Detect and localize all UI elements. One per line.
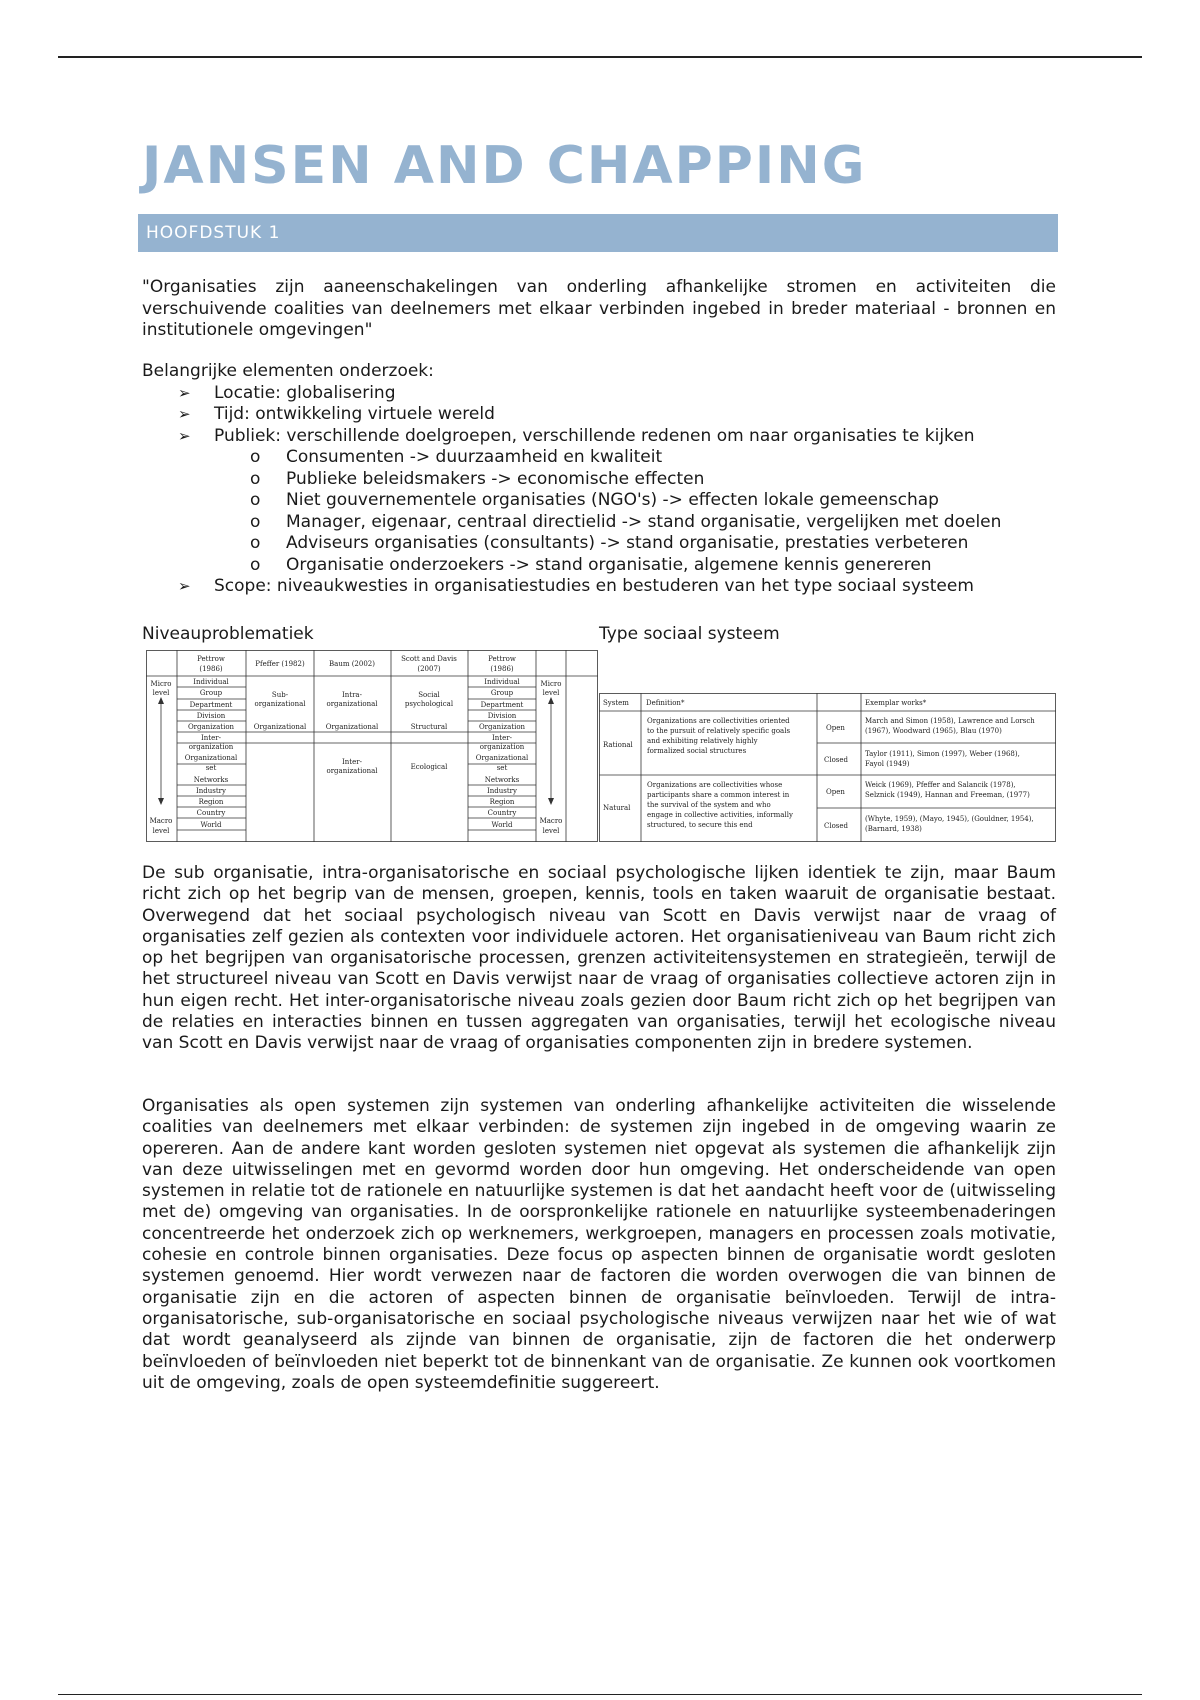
- svg-text:and exhibiting relatively high: and exhibiting relatively highly: [647, 737, 758, 745]
- list-item: o Consumenten -> duurzaamheid en kwaliteit: [250, 447, 1056, 469]
- svg-text:Individual: Individual: [484, 678, 520, 686]
- svg-text:Closed: Closed: [824, 822, 849, 830]
- svg-text:Macro: Macro: [149, 817, 173, 825]
- svg-text:level: level: [152, 689, 170, 697]
- chapter-heading: HOOFDSTUK 1: [146, 223, 281, 243]
- system-figure-caption: Type sociaal systeem: [599, 624, 780, 644]
- svg-text:set: set: [205, 764, 217, 772]
- svg-text:Department: Department: [480, 701, 524, 709]
- elements-section: [142, 361, 1056, 598]
- svg-text:Inter-: Inter-: [492, 734, 512, 742]
- elements-heading: Belangrijke elementen onderzoek:: [142, 361, 434, 381]
- svg-text:Micro: Micro: [150, 680, 172, 688]
- svg-text:organizational: organizational: [326, 700, 378, 708]
- svg-text:Organizational: Organizational: [325, 723, 379, 731]
- svg-text:structured, to secure this end: structured, to secure this end: [647, 821, 753, 829]
- list-item: o Publieke beleidsmakers -> economische effecten: [250, 469, 1056, 491]
- svg-text:Weick (1969), Pfeffer and Sala: Weick (1969), Pfeffer and Salancik (1978),: [865, 781, 1016, 789]
- svg-text:participants share a common in: participants share a common interest in: [647, 791, 790, 799]
- svg-text:Baum (2002): Baum (2002): [329, 660, 375, 668]
- svg-text:Country: Country: [487, 809, 517, 817]
- elements-list: [142, 383, 1056, 598]
- svg-text:organization: organization: [188, 743, 234, 751]
- svg-text:Organization: Organization: [478, 723, 526, 731]
- svg-text:Division: Division: [487, 712, 517, 720]
- svg-text:Taylor (1911), Simon (1997), W: Taylor (1911), Simon (1997), Weber (1968),: [865, 750, 1020, 758]
- svg-text:Macro: Macro: [539, 817, 563, 825]
- svg-text:Scott and Davis: Scott and Davis: [401, 655, 457, 663]
- header-rule: [58, 56, 1142, 58]
- svg-text:Organizations are collectiviti: Organizations are collectivities whose: [647, 781, 783, 789]
- list-item: o Manager, eigenaar, centraal directielid -> stand organisatie, vergelijken met doelen: [250, 512, 1056, 534]
- svg-text:Definition*: Definition*: [646, 699, 685, 707]
- paragraph-open-systems: Organisaties als open systemen zijn systemen van onderling afhankelijke activiteiten die wisselende coalities van deelnemers met elkaar verbinden: de systemen zijn ingebed in de omgeving waarin ze opereren. Aan de andere kant worden gesloten systemen niet opgevat als systemen die afhankelijk zijn van deze uitwisselingen met en gevormd worden door hun omgeving. Het onderscheidende van open systemen in relatie tot de rationele en natuurlijke systemen is dat het aandacht heeft voor de (uitwisseling met de) omgeving van organisaties. In de oorspronkelijke rationele en natuurlijke systeembenaderingen concentreerde het onderzoek zich op werknemers, werkgroepen, managers en processen zoals motivatie, cohesie en controle binnen organisaties. Deze focus op aspecten binnen de organisatie wordt gesloten systemen genoemd. Hier wordt verwezen naar de factoren die worden overwogen die van binnen de organisatie zijn en die actoren of aspecten binnen de organisatie beïnvloeden. Terwijl de intra-organisatorische, sub-organisatorische en sociaal psychologische niveaus verwijzen naar het wie of wat dat wordt geanalyseerd als zijnde van binnen de organisatie, zijn de factoren die het onderwerp beïnvloeden of beïnvloeden niet beperkt tot de binnenkant van de organisatie. Ze kunnen ook voortkomen uit de omgeving, zoals de open systeemdefinitie suggereert.: [142, 1096, 1056, 1393]
- svg-text:organizational: organizational: [254, 700, 306, 708]
- svg-text:Industry: Industry: [196, 787, 226, 795]
- svg-text:Inter-: Inter-: [201, 734, 221, 742]
- svg-text:Open: Open: [826, 724, 845, 732]
- svg-text:level: level: [542, 689, 560, 697]
- list-item: o Organisatie onderzoekers -> stand organisatie, algemene kennis genereren: [250, 555, 1056, 577]
- list-item: o Niet gouvernementele organisaties (NGO's) -> effecten lokale gemeenschap: [250, 490, 1056, 512]
- svg-text:Open: Open: [826, 788, 845, 796]
- paragraph-levels: De sub organisatie, intra-organisatorische en sociaal psychologische lijken identiek te zijn, maar Baum richt zich op het begrip van de mensen, groepen, kennis, tools en taken waaruit de organisatie bestaat. Overwegend dat het sociaal psychologisch niveau van Scott en Davis verwijst naar de vraag of organisaties zelf gezien als contexten voor individuele actoren. Het organisatieniveau van Baum richt zich op het begrijpen van organisatorische processen, grenzen activiteitensystemen en strategieën, terwijl de het structureel niveau van Scott en Davis verwijst naar de vraag of organisaties collectieve actoren zijn in hun eigen recht. Het inter-organisatorische niveau zoals gezien door Baum richt zich op het begrijpen van de relaties en interacties binnen en tussen aggregaten van organisaties, terwijl het ecologische niveau van Scott en Davis verwijst naar de vraag of organisaties componenten zijn in bredere systemen.: [142, 863, 1056, 1054]
- svg-text:set: set: [496, 764, 508, 772]
- svg-text:Organizational: Organizational: [475, 754, 529, 762]
- system-type-table: [599, 693, 1056, 843]
- svg-text:the survival of the system and: the survival of the system and who: [647, 801, 771, 809]
- svg-text:March and Simon (1958), Lawren: March and Simon (1958), Lawrence and Lorsch: [865, 717, 1035, 725]
- svg-text:(Barnard, 1938): (Barnard, 1938): [865, 825, 922, 833]
- svg-text:organizational: organizational: [326, 767, 378, 775]
- svg-text:Structural: Structural: [410, 723, 448, 731]
- svg-text:Closed: Closed: [824, 756, 849, 764]
- svg-text:Pfeffer (1982): Pfeffer (1982): [255, 660, 305, 668]
- svg-text:Country: Country: [196, 809, 226, 817]
- list-item: [178, 426, 1056, 577]
- svg-text:(2007): (2007): [417, 665, 441, 673]
- list-item-label: Publiek: verschillende doelgroepen, verschillende redenen om naar organisaties te kijken: [214, 425, 975, 446]
- levels-figure-caption: Niveauproblematiek: [142, 624, 314, 644]
- svg-text:(1967), Woodward (1965), Blau: (1967), Woodward (1965), Blau (1970): [865, 727, 1002, 735]
- svg-text:psychological: psychological: [404, 700, 454, 708]
- svg-text:Pettrow: Pettrow: [197, 655, 225, 663]
- chapter-heading-bar: [138, 214, 1058, 252]
- list-item: ➢ Locatie: globalisering: [178, 383, 1056, 405]
- svg-text:Natural: Natural: [603, 804, 631, 812]
- svg-text:engage in collective activitie: engage in collective activities, informally: [647, 811, 793, 819]
- svg-text:Networks: Networks: [193, 776, 229, 784]
- svg-text:level: level: [542, 827, 560, 835]
- svg-text:(Whyte, 1959), (Mayo, 1945), (: (Whyte, 1959), (Mayo, 1945), (Gouldner, 1954),: [865, 815, 1034, 823]
- definition-quote: "Organisaties zijn aaneenschakelingen van onderling afhankelijke stromen en activiteiten die verschuivende coalities van deelnemers met elkaar verbinden ingebed in breder materiaal - bronnen en institutionele omgevingen": [142, 277, 1056, 340]
- svg-text:organization: organization: [479, 743, 525, 751]
- svg-text:Organizational: Organizational: [253, 723, 307, 731]
- svg-text:Group: Group: [199, 689, 223, 697]
- svg-text:System: System: [603, 699, 629, 707]
- svg-text:Ecological: Ecological: [410, 763, 448, 771]
- svg-text:Selznick (1949), Hannan and Fr: Selznick (1949), Hannan and Freeman, (1977): [865, 791, 1030, 799]
- svg-text:Fayol (1949): Fayol (1949): [865, 760, 910, 768]
- list-item: ➢ Scope: niveaukwesties in organisatiestudies en bestuderen van het type sociaal systeem: [178, 576, 1056, 598]
- svg-text:Industry: Industry: [487, 787, 517, 795]
- svg-text:Inter-: Inter-: [342, 758, 362, 766]
- svg-text:(1986): (1986): [490, 665, 514, 673]
- svg-text:World: World: [200, 821, 222, 829]
- svg-text:Region: Region: [198, 798, 224, 806]
- svg-text:Networks: Networks: [484, 776, 520, 784]
- svg-text:Department: Department: [189, 701, 233, 709]
- svg-text:formalized social structures: formalized social structures: [647, 747, 747, 755]
- svg-text:Group: Group: [490, 689, 514, 697]
- list-item: ➢ Tijd: ontwikkeling virtuele wereld: [178, 404, 1056, 426]
- svg-text:Individual: Individual: [193, 678, 229, 686]
- svg-text:Sub-: Sub-: [271, 691, 289, 699]
- svg-text:Social: Social: [418, 691, 440, 699]
- footer-rule: [58, 1694, 1142, 1695]
- list-item: o Adviseurs organisaties (consultants) -> stand organisatie, prestaties verbeteren: [250, 533, 1056, 555]
- svg-text:Organization: Organization: [187, 723, 235, 731]
- svg-text:Pettrow: Pettrow: [488, 655, 516, 663]
- svg-text:to the pursuit of relatively s: to the pursuit of relatively specific goals: [647, 727, 791, 735]
- svg-text:Intra-: Intra-: [342, 691, 362, 699]
- svg-text:World: World: [491, 821, 513, 829]
- svg-text:Organizations are collectiviti: Organizations are collectivities oriented: [647, 717, 790, 725]
- svg-text:Exemplar works*: Exemplar works*: [865, 699, 927, 707]
- svg-text:Region: Region: [489, 798, 515, 806]
- svg-text:level: level: [152, 827, 170, 835]
- svg-text:Organizational: Organizational: [184, 754, 238, 762]
- svg-text:Micro: Micro: [540, 680, 562, 688]
- svg-text:Rational: Rational: [603, 741, 633, 749]
- svg-text:(1986): (1986): [199, 665, 223, 673]
- document-title: JANSEN AND CHAPPING: [142, 136, 867, 196]
- svg-text:Division: Division: [196, 712, 226, 720]
- audiences-list: [214, 447, 1056, 576]
- levels-table: [146, 650, 598, 842]
